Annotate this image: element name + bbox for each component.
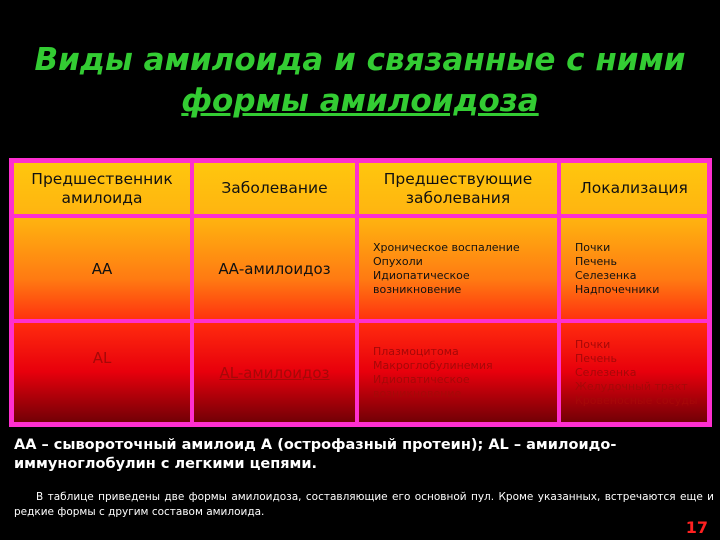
header-precursor: Предшественник амилоида [12, 161, 192, 216]
title-line-2: формы амилоидоза [181, 83, 539, 119]
localization-item: Кровеносные сосуды [575, 393, 698, 407]
condition-item: Макроглобулинемия [373, 358, 493, 372]
localization-item: Почки [575, 240, 611, 254]
condition-item: Опухоли [373, 254, 423, 268]
row-aa-disease: АА-амилоидоз [192, 216, 357, 321]
row-aa-precursor: АА [12, 216, 192, 321]
slide-title [0, 40, 720, 122]
localization-item: Печень [575, 254, 617, 268]
header-preceding-diseases: Предшествующие заболевания [357, 161, 559, 216]
localization-item: Печень [575, 351, 617, 365]
condition-item: Хроническое воспаление [373, 240, 520, 254]
header-disease: Заболевание [192, 161, 357, 216]
header-localization: Локализация [559, 161, 709, 216]
row-al-conditions [357, 321, 559, 424]
page-number: 17 [685, 518, 708, 537]
condition-item: Идиопатическое [373, 372, 470, 386]
localization-item: Почки [575, 337, 611, 351]
title-line-1: Виды амилоида и связанные с ними [34, 42, 686, 78]
localization-item: Селезенка [575, 365, 637, 379]
condition-item: Идиопатическое [373, 268, 470, 282]
row-aa-localization [559, 216, 709, 321]
condition-item: возникновение [373, 386, 462, 400]
abbreviation-note: АА – сывороточный амилоид А (острофазный протеин); AL – амилоидо-иммуноглобулин с легкими цепями. [14, 437, 617, 472]
row-al-disease: AL-амилоидоз [192, 321, 357, 424]
condition-item: возникновение [373, 282, 462, 296]
row-al-precursor: AL [12, 321, 192, 424]
row-aa-conditions [357, 216, 559, 321]
localization-item: Селезенка [575, 268, 637, 282]
condition-item: Плазмоцитома [373, 344, 459, 358]
amyloid-table [9, 158, 712, 427]
localization-item: Надпочечники [575, 282, 660, 296]
footnote: В таблице приведены две формы амилоидоза, составляющие его основной пул. Кроме указанных, встречаются еще и редкие формы с другим составом амилоида. [14, 491, 714, 518]
row-al-localization [559, 321, 709, 424]
localization-item: Желудочный тракт [575, 379, 688, 393]
